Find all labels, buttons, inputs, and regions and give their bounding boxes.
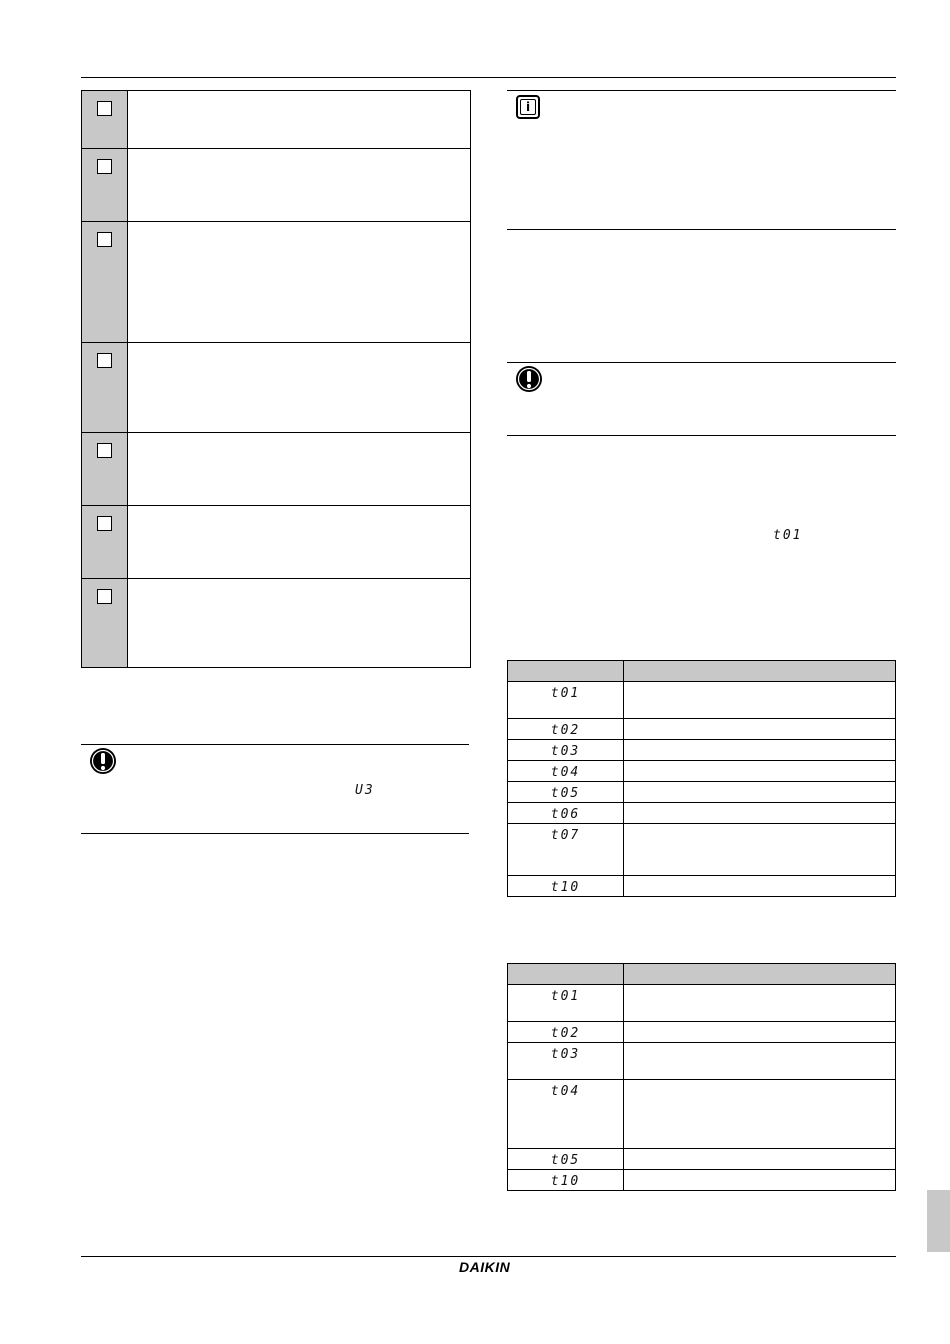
checkbox[interactable] bbox=[97, 516, 112, 531]
code-value: t07 bbox=[550, 828, 581, 843]
code-value: t02 bbox=[550, 1026, 581, 1041]
checkbox[interactable] bbox=[97, 353, 112, 368]
checkbox[interactable] bbox=[97, 589, 112, 604]
table-row bbox=[508, 1080, 896, 1149]
chapter-tab bbox=[927, 1190, 950, 1252]
notice-bottom-rule bbox=[81, 833, 469, 834]
code-value: t03 bbox=[550, 1047, 581, 1062]
table-row bbox=[508, 803, 896, 824]
checklist-row bbox=[82, 342, 470, 432]
code-value: t05 bbox=[550, 1153, 581, 1168]
code-value: t10 bbox=[550, 880, 581, 895]
table-row bbox=[508, 1170, 896, 1191]
table-row bbox=[508, 824, 896, 876]
notice-bottom-rule bbox=[507, 435, 896, 436]
header-rule bbox=[81, 77, 896, 78]
exclamation-icon bbox=[515, 365, 543, 393]
code-value: t04 bbox=[550, 765, 581, 780]
checklist-row bbox=[82, 148, 470, 221]
code-t01: t01 bbox=[773, 528, 803, 543]
checkbox[interactable] bbox=[97, 159, 112, 174]
table-row bbox=[508, 761, 896, 782]
code-value: t06 bbox=[550, 807, 581, 822]
info-bottom-rule bbox=[507, 229, 896, 230]
code-value: t01 bbox=[550, 686, 581, 701]
exclamation-icon bbox=[89, 747, 117, 775]
code-value: t02 bbox=[550, 723, 581, 738]
table-row bbox=[508, 782, 896, 803]
table-header bbox=[508, 661, 896, 682]
checklist-row bbox=[82, 578, 470, 667]
code-value: t03 bbox=[550, 744, 581, 759]
checklist-row bbox=[82, 432, 470, 505]
checkbox[interactable] bbox=[97, 443, 112, 458]
table-row bbox=[508, 1149, 896, 1170]
notice-top-rule bbox=[507, 362, 896, 363]
checklist-row bbox=[82, 221, 470, 342]
code-u3: U3 bbox=[355, 783, 375, 798]
code-value: t05 bbox=[550, 786, 581, 801]
table-row bbox=[508, 682, 896, 719]
info-top-rule bbox=[507, 90, 896, 91]
code-table-1 bbox=[507, 660, 896, 897]
code-table-2 bbox=[507, 963, 896, 1191]
checklist-table bbox=[81, 90, 471, 668]
footer-rule bbox=[81, 1256, 896, 1257]
checkbox[interactable] bbox=[97, 101, 112, 116]
checkbox[interactable] bbox=[97, 232, 112, 247]
code-value: t10 bbox=[550, 1174, 581, 1189]
info-icon: i bbox=[516, 95, 540, 119]
checklist-row bbox=[82, 505, 470, 578]
code-value: t01 bbox=[550, 989, 581, 1004]
table-row bbox=[508, 876, 896, 897]
checklist-row bbox=[82, 91, 470, 148]
table-row bbox=[508, 740, 896, 761]
table-row bbox=[508, 1043, 896, 1080]
code-value: t04 bbox=[550, 1084, 581, 1099]
table-row bbox=[508, 985, 896, 1022]
table-row bbox=[508, 719, 896, 740]
daikin-logo: DAIKIN bbox=[459, 1259, 511, 1275]
table-header bbox=[508, 964, 896, 985]
notice-top-rule bbox=[81, 744, 469, 745]
table-row bbox=[508, 1022, 896, 1043]
